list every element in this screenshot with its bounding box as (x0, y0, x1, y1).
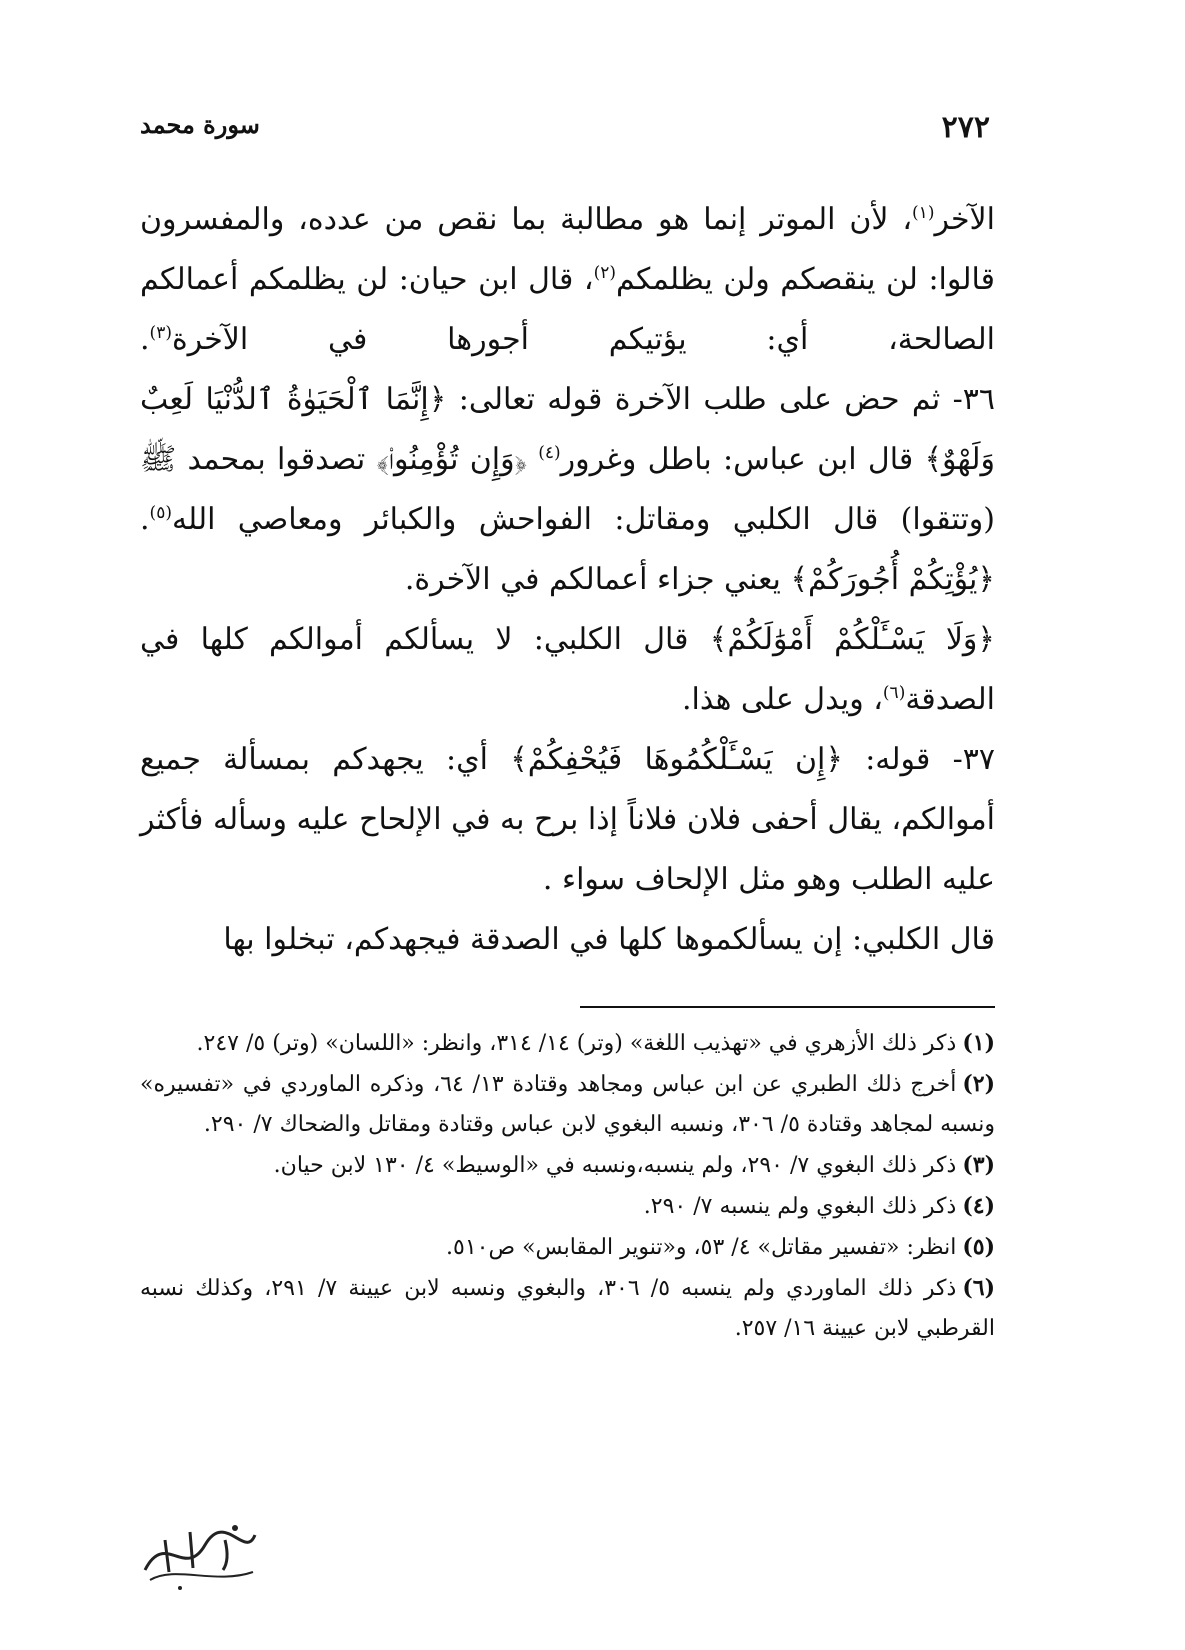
footnote-5 (140, 1227, 995, 1268)
page-header (140, 110, 990, 150)
footnote-text: ذكر ذلك الماوردي ولم ينسبه ٥/ ٣٠٦، والبغوي ونسبه لابن عيينة ٧/ ٢٩١، وكذلك نسبه القرطبي لابن عيينة ١٦/ ٢٥٧. (140, 1276, 995, 1341)
watermark-logo (135, 1510, 265, 1595)
quran-verse: ﴿وَلَا يَسْـَٔلْكُمْ أَمْوَٰلَكُمْ﴾ (709, 622, 995, 657)
paragraph-4 (140, 730, 995, 910)
text-run: قال ابن عباس: باطل وغرور (560, 442, 925, 477)
footnote-4 (140, 1186, 995, 1227)
quran-verse: ﴿إِنَّمَا ٱلْحَيَوٰةُ ٱلدُّنْيَا لَعِبٌ وَلَهْوٌ﴾ (140, 382, 995, 477)
footnote-number: (٤) (962, 1193, 995, 1219)
text-run: ، قال ابن حيان: لن يظلمكم أعمالكم الصالحة، أي: يؤتيكم أجورها في الآخرة (140, 262, 995, 357)
footnote-text: ذكر ذلك الأزهري في «تهذيب اللغة» (وتر) ١٤/ ٣١٤، وانظر: «اللسان» (وتر) ٥/ ٢٤٧. (196, 1031, 957, 1056)
footnote-text: انظر: «تفسير مقاتل» ٤/ ٥٣، و«تنوير المقابس» ص٥١٠. (446, 1235, 957, 1260)
text-run: يعني جزاء أعمالكم في الآخرة. (404, 562, 791, 597)
footnotes (140, 1023, 995, 1349)
footnote-ref: (٦) (882, 683, 906, 703)
footnote-number: (٣) (962, 1152, 995, 1178)
footnote-1 (140, 1023, 995, 1064)
footnote-text: ذكر ذلك البغوي ولم ينسبه ٧/ ٢٩٠. (643, 1194, 957, 1219)
paragraph-5 (140, 910, 995, 970)
text-run: ٣٧- قوله: (842, 742, 995, 777)
footnote-text: ذكر ذلك البغوي ٧/ ٢٩٠، ولم ينسبه،ونسبه في «الوسيط» ٤/ ١٣٠ لابن حيان. (273, 1153, 957, 1178)
footnote-number: (٥) (962, 1234, 995, 1260)
footnote-number: (٦) (962, 1275, 996, 1301)
footnote-ref: (٢) (593, 263, 617, 283)
footnote-ref: (٤) (538, 443, 561, 463)
text-run: الآخر (934, 202, 995, 237)
footnote-6 (140, 1268, 995, 1349)
footnote-number: (٢) (962, 1071, 996, 1097)
footnote-2 (140, 1064, 995, 1145)
text-run: ، لأن الموتر إنما هو مطالبة بما نقص من عدده، والمفسرون قالوا: لن ينقصكم ولن يظلمكم (140, 202, 996, 297)
paragraph-2 (140, 370, 995, 610)
text-run: أي: يجهدكم بمسألة جميع أموالكم، يقال أحفى فلان فلاناً إذا برح به في الإلحاح عليه وسأله فأكثر عليه الطلب وهو مثل الإلحاف سواء . (140, 742, 995, 897)
quran-verse: ﴿وَإِن تُؤْمِنُوا۟﴾ (376, 442, 527, 477)
footnote-text: أخرج ذلك الطبري عن ابن عباس ومجاهد وقتادة ١٣/ ٦٤، وذكره الماوردي في «تفسيره» ونسبه لمجاهد وقتادة ٥/ ٣٠٦، ونسبه البغوي لابن عباس وقتادة ومقاتل والضحاك ٧/ ٢٩٠. (140, 1072, 995, 1137)
main-text (140, 190, 995, 970)
quran-verse: ﴿إِن يَسْـَٔلْكُمُوهَا فَيُحْفِكُمْ﴾ (510, 742, 843, 777)
running-title: سورة محمد (140, 110, 260, 139)
text-run: ، ويدل على هذا. (681, 682, 883, 717)
text-run: . (140, 322, 150, 357)
footnote-separator (580, 1006, 995, 1008)
paragraph-1 (140, 190, 995, 370)
text-run: قال الكلبي: إن يسألكموها كلها في الصدقة فيجهدكم، تبخلوا بها (223, 922, 995, 957)
text-run: تصدقوا بمحمد ﷺ (وتتقوا) قال الكلبي ومقاتل: الفواحش والكبائر ومعاصي الله (140, 442, 995, 537)
footnote-ref: (٣) (149, 323, 172, 343)
footnote-ref: (١) (912, 203, 935, 223)
text-run: قال الكلبي: لا يسألكم أموالكم كلها في الصدقة (140, 622, 995, 717)
footnote-ref: (٥) (149, 503, 172, 523)
quran-verse: ﴿يُؤْتِكُمْ أُجُورَكُمْ﴾ (790, 562, 995, 597)
footnote-3 (140, 1145, 995, 1186)
page-number: ٢٧٢ (941, 110, 990, 145)
text-run (527, 442, 538, 477)
text-run: ٣٦- ثم حض على طلب الآخرة قوله تعالى: (446, 382, 995, 417)
footnote-number: (١) (962, 1030, 995, 1056)
text-run: . (140, 502, 150, 537)
paragraph-3 (140, 610, 995, 730)
